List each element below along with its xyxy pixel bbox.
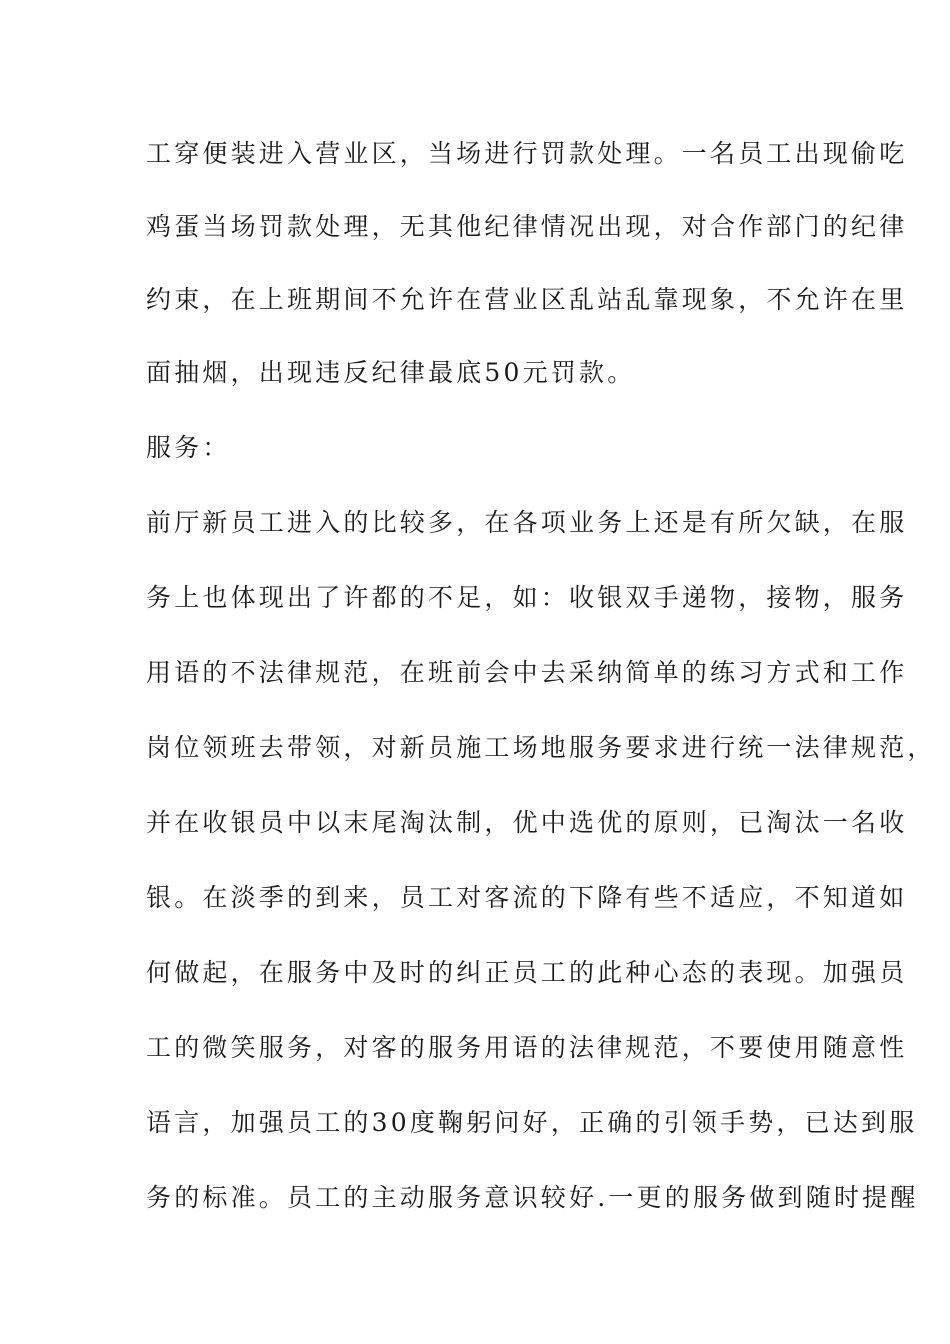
text-line: 何做起，在服务中及时的纠正员工的此种心态的表现。加强员 <box>146 958 908 987</box>
text-line: 工的微笑服务，对客的服务用语的法律规范，不要使用随意性 <box>146 1033 908 1062</box>
text-line: 工穿便装进入营业区，当场进行罚款处理。一名员工出现偷吃 <box>146 139 908 168</box>
text-line: 务的标准。员工的主动服务意识较好.一更的服务做到随时提醒 <box>146 1183 919 1212</box>
text-line: 岗位领班去带领，对新员施工场地服务要求进行统一法律规范， <box>146 733 936 762</box>
text-line: 务上也体现出了许都的不足，如：收银双手递物，接物，服务 <box>146 583 908 612</box>
text-line: 语言，加强员工的30度鞠躬问好，正确的引领手势，已达到服 <box>146 1108 918 1137</box>
section-heading: 服务： <box>146 433 231 462</box>
text-line: 用语的不法律规范，在班前会中去采纳简单的练习方式和工作 <box>146 658 908 687</box>
text-line: 银。在淡季的到来，员工对客流的下降有些不适应，不知道如 <box>146 883 908 912</box>
text-line: 约束，在上班期间不允许在营业区乱站乱靠现象，不允许在里 <box>146 285 908 314</box>
text-line: 并在收银员中以末尾淘汰制，优中选优的原则，已淘汰一名收 <box>146 808 908 837</box>
text-line: 面抽烟，出现违反纪律最底50元罚款。 <box>146 358 636 387</box>
text-line: 鸡蛋当场罚款处理，无其他纪律情况出现，对合作部门的纪律 <box>146 212 908 241</box>
text-line: 前厅新员工进入的比较多，在各项业务上还是有所欠缺，在服 <box>146 508 908 537</box>
